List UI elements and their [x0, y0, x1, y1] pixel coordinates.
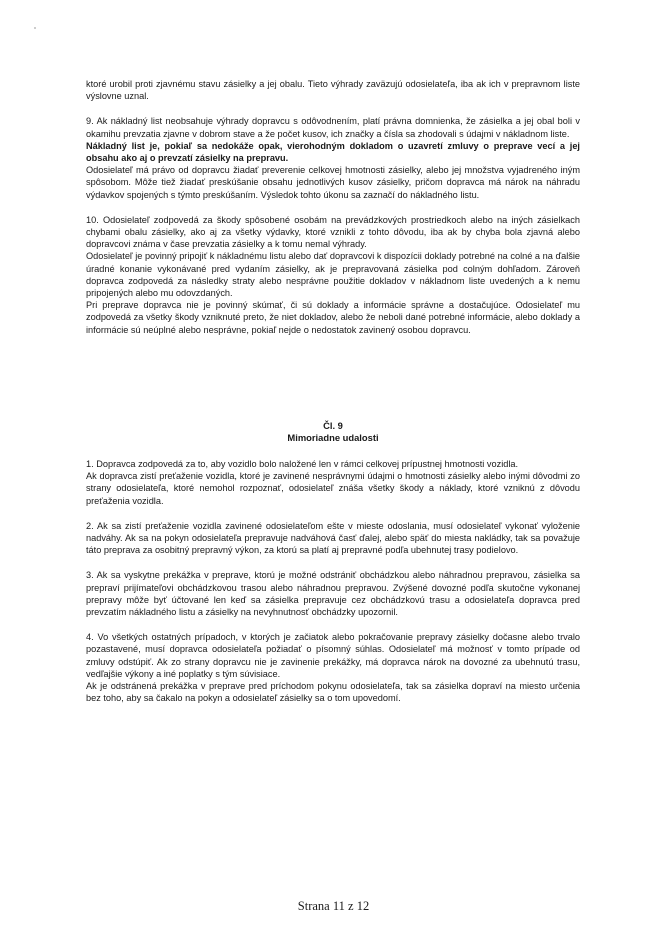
- paragraph: 4. Vo všetkých ostatných prípadoch, v ktorých je začiatok alebo pokračovanie prepravy zásielky dočasne alebo trvalo pozastavené, musí dopravca odosielateľa požiadať o písomný súhlas. Odosielateľ má možnosť v tomto prípade od zmluvy odstúpiť. Ak zo strany dopravcu nie je zavinenie prekážky, má dopravca nárok na dovozné za ubehnutú trasu, vedľajšie výkony a iné poplatky s tým súvisiace.: [86, 632, 580, 679]
- paragraph-gap: [86, 102, 580, 115]
- section-spacer: [86, 336, 580, 420]
- paragraph: Odosielateľ má právo od dopravcu žiadať preverenie celkovej hmotnosti zásielky, alebo jej množstva vyjadreného iným spôsobom. Môže tiež žiadať preskúšanie obsahu jednotlivých kusov zásielky, pričom dopravca má nárok na náhradu výdavkov spojených s týmto preskúšaním. Výsledok tohto úkonu sa zaznačí do nákladného listu.: [86, 165, 580, 200]
- paragraph: 10. Odosielateľ zodpovedá za škody spôsobené osobám na prevádzkových prostriedkoch alebo na iných zásielkach chybami obalu zásielky, ako aj za všetky výdavky, ktoré vznikli z tohto dôvodu, iba ak by chyba bola zjavná alebo dopravcovi známa v čase prevzatia zásielky a k tomu nemal výhrady.: [86, 214, 580, 250]
- paragraph-gap: [86, 445, 580, 458]
- section-heading: Mimoriadne udalosti: [287, 432, 379, 444]
- paragraph: 2. Ak sa zistí preťaženie vozidla zavinené odosielateľom ešte v mieste odoslania, musí odosielateľ vykonať vyloženie nadváhy. Ak sa na pokyn odosielateľa prepravuje nadváhová časť ďalej, alebo späť do miesta nakládky, tak sa považuje táto preprava za osobitný prepravný výkon, za ktorú sa platí aj prepravné podľa ubehnutej trasy podielovo.: [86, 520, 580, 556]
- paragraph-gap: [86, 507, 580, 520]
- paragraph: Ak je odstránená prekážka v preprave pred príchodom pokynu odosielateľa, tak sa zásielka dopraví na miesto určenia bez toho, aby sa čakalo na pokyn a odosielateľ zásielky sa o tom upovedomí.: [86, 681, 580, 704]
- document-body: [86, 78, 580, 705]
- scan-speck: [34, 27, 36, 29]
- section-heading: Čl. 9: [323, 419, 343, 431]
- paragraph-gap: [86, 201, 580, 214]
- paragraph: 9. Ak nákladný list neobsahuje výhrady dopravcu s odôvodnením, platí právna domnienka, že zásielka a jej obal boli v okamihu prevzatia zjavne v dobrom stave a že počet kusov, ich značky a čísla sa zhodovali s údajmi v nákladnom liste.: [86, 116, 580, 139]
- bold-paragraph: Nákladný list je, pokiaľ sa nedokáže opak, vierohodným dokladom o uzavretí zmluvy o preprave vecí a jej obsahu ako aj o prevzatí zásielky na prepravu.: [86, 140, 580, 164]
- paragraph: ktoré urobil proti zjavnému stavu zásielky a jej obalu. Tieto výhrady zaväzujú odosielateľa, iba ak ich v prepravnom liste výslovne uznal.: [86, 79, 580, 102]
- paragraph: Ak dopravca zistí preťaženie vozidla, ktoré je zavinené nesprávnymi údajmi o hmotnosti zásielky alebo inými dôvodmi zo strany odosielateľa, ktoré nemohol rozpoznať, odosielateľ znáša všetky škody a náklady, ktoré vzniknú z dôvodu preťaženia vozidla.: [86, 471, 580, 506]
- paragraph-gap: [86, 556, 580, 569]
- page-number: Strana 11 z 12: [297, 899, 370, 913]
- paragraph: 1. Dopravca zodpovedá za to, aby vozidlo bolo naložené len v rámci celkovej prípustnej hmotnosti vozidla.: [86, 459, 519, 470]
- paragraph: Odosielateľ je povinný pripojiť k nákladnému listu alebo dať dopravcovi k dispozícii doklady potrebné na colné a na ďalšie úradné konanie vykonávané pred vydaním zásielky, ak je prepravovaná zásielka pod colným dohľadom. Zároveň dopravca zodpovedá za následky straty alebo nesprávne použitie dokladov v nákladnom liste uvedených a k nemu pripojených alebo mu odovzdaných.: [86, 251, 580, 299]
- paragraph-gap: [86, 618, 580, 631]
- paragraph: 3. Ak sa vyskytne prekážka v preprave, ktorú je možné odstrániť obchádzkou alebo náhradnou prepravou, zásielka sa prepraví prijímateľovi obchádzkovou trasou alebo náhradnou prepravou. Zvýšené dovozné podľa skutočne vykonanej prepravy môže byť účtované len keď sa zásielka prepravuje cez obchádzkovú trasu a odosielateľa dopravca pred prevzatím nákladného listu a zásielky na nevyhnutnosť obchádzky upozornil.: [86, 570, 580, 618]
- paragraph: Pri preprave dopravca nie je povinný skúmať, či sú doklady a informácie správne a dostačujúce. Odosielateľ mu zodpovedá za všetky škody vzniknuté preto, že niet dokladov, alebo že neboli dané potrebné informácie, alebo doklady a informácie sú neúplné alebo nesprávne, pokiaľ nejde o nedostatok zavinený osobou dopravcu.: [86, 300, 580, 335]
